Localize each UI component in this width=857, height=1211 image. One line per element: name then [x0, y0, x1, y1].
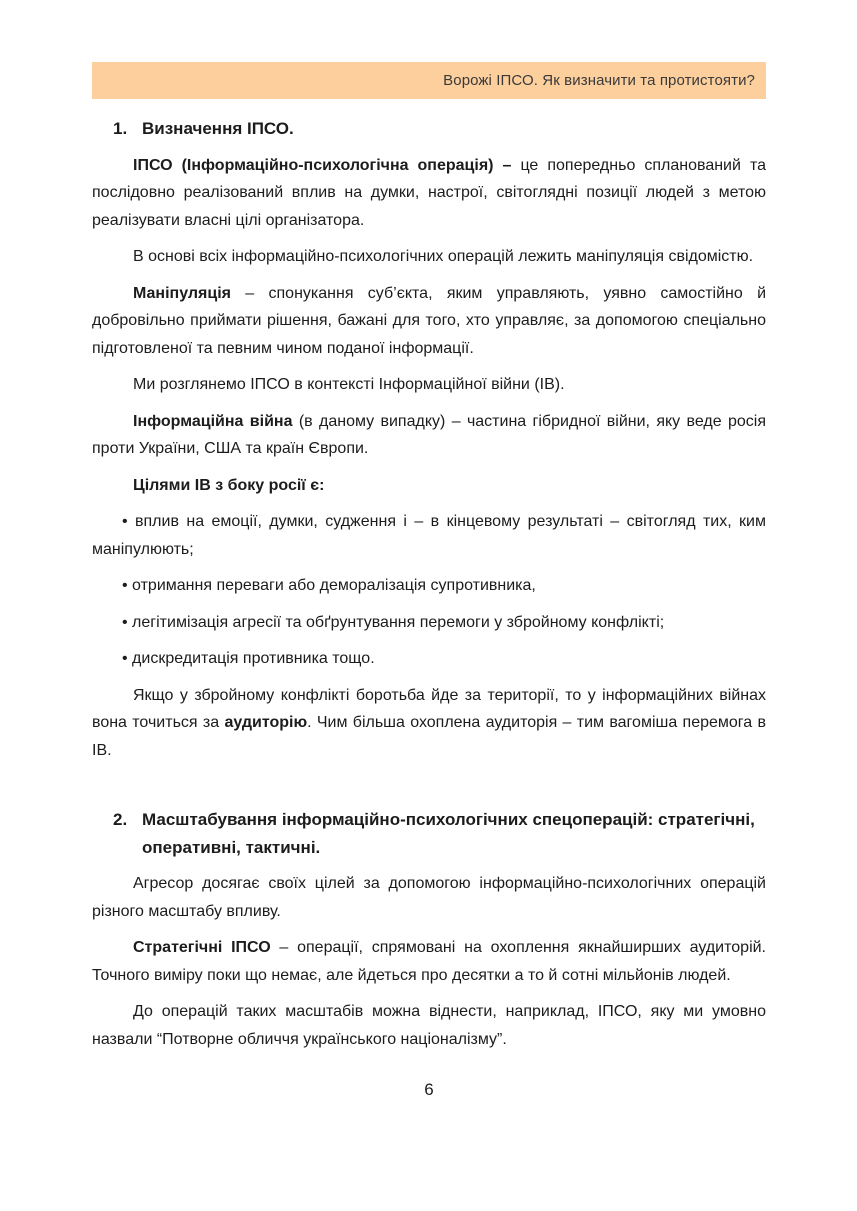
paragraph-goals-lead [92, 472, 766, 500]
paragraph-manipulation-definition [92, 280, 766, 363]
paragraph-aggressor-scale [92, 870, 766, 925]
section-1-heading [92, 115, 766, 143]
paragraph-strategic-ipso [92, 934, 766, 989]
section-1-title: Визначення ІПСО. [142, 119, 294, 138]
paragraph-context [92, 371, 766, 399]
paragraph-information-war [92, 408, 766, 463]
bold-run-audience: аудиторію [224, 714, 308, 731]
text-run: (в даному випадку) – частина гібридної війни, яку веде росія проти України, США та країн Європи. [92, 412, 767, 457]
text-run: В основі всіх інформаційно-психологічних операцій лежить маніпуляція свідомістю. [133, 248, 754, 265]
bullet-item: • легітимізація агресії та обґрунтування перемоги у збройному конфлікті; [122, 613, 665, 631]
header-banner [92, 62, 766, 99]
paragraph-ipso-definition [92, 152, 766, 235]
text-run: Ми розглянемо ІПСО в контексті Інформаційної війни (ІВ). [133, 376, 565, 393]
bold-run-strategic: Стратегічні ІПСО [133, 939, 271, 956]
running-header-text: Ворожі ІПСО. Як визначити та протистояти? [443, 72, 755, 89]
bold-run-information-war: Інформаційна війна [133, 412, 293, 430]
paragraph-audience [92, 682, 766, 765]
text-run: – спонукання суб’єкта, яким управляють, уявно самостійно й добровільно приймати рішення, бажані для того, хто управляє, за допомогою спеціально підготовленої та певним чином поданої інформації. [92, 284, 766, 357]
bullet-item: • вплив на емоції, думки, судження і – в кінцевому результаті – світогляд тих, ким маніпулюють; [92, 513, 766, 558]
text-run: Агресор досягає своїх цілей за допомогою інформаційно-психологічних операцій різного масштабу впливу. [92, 875, 766, 920]
section-2-title: Масштабування інформаційно-психологічних спецоперацій: стратегічні, оперативні, тактичні. [142, 810, 755, 857]
bullet-item: • отримання переваги або деморалізація супротивника, [122, 577, 536, 594]
bold-run-manipulation: Маніпуляція [133, 284, 231, 302]
text-run: це попередньо спланований та послідовно реалізований вплив на думки, настрої, світоглядні позиції людей з метою реалізувати власні цілі організатора. [92, 156, 767, 229]
page-number: 6 [424, 1080, 434, 1099]
text-run: – операції, спрямовані на охоплення якнайширших аудиторій. Точного виміру поки що немає, але йдеться про десятки а то й сотні мільйонів людей. [92, 939, 767, 984]
paragraph-manipulation-basis [92, 243, 766, 271]
text-run: До операцій таких масштабів можна віднести, наприклад, ІПСО, яку ми умовно назвали “Потворне обличчя українського націоналізму”. [92, 1003, 766, 1048]
bullet-item: • дискредитація противника тощо. [122, 650, 375, 667]
bullet-list [92, 508, 766, 673]
text-run: . Чим більша охоплена аудиторія – тим вагоміша перемога в ІВ. [92, 714, 766, 759]
paragraph-example-operation [92, 998, 766, 1053]
bold-run-ipso: ІПСО (Інформаційно-психологічна операція) – [133, 156, 512, 174]
text-run: Якщо у збройному конфлікті боротьба йде за території, то у інформаційних війнах вона точиться за [92, 686, 766, 731]
bold-run-goals: Цілями ІВ з боку росії є: [133, 476, 325, 494]
section-1-number: 1. [113, 119, 128, 138]
section-2-number: 2. [113, 810, 128, 829]
section-2-heading [92, 806, 766, 861]
